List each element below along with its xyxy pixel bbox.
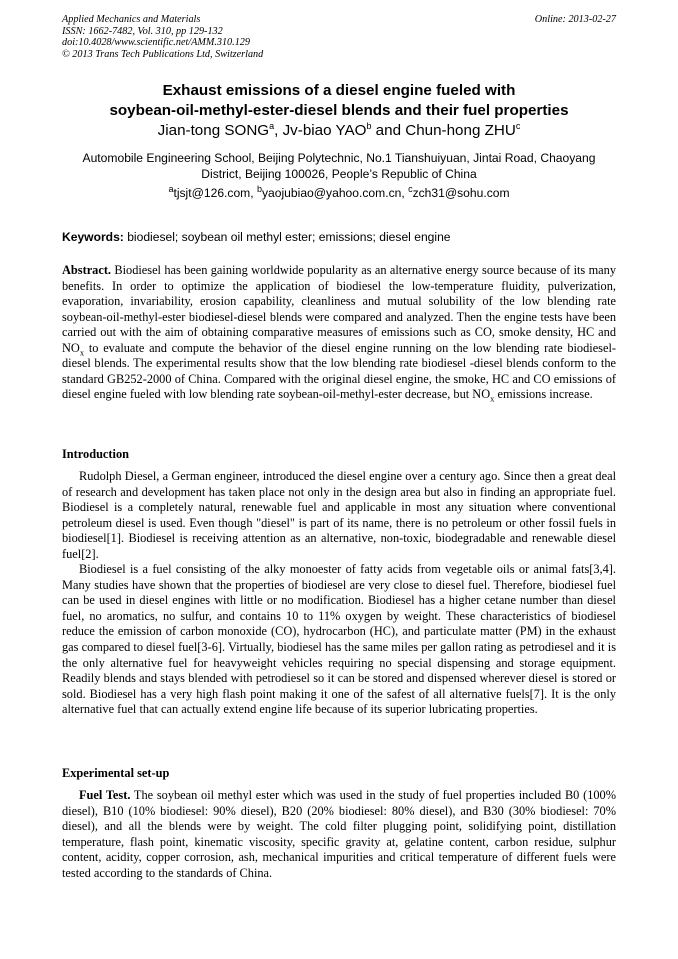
abstract-label: Abstract. bbox=[62, 263, 112, 277]
introduction-body bbox=[62, 469, 616, 718]
author-superscript: b bbox=[366, 120, 372, 131]
author-emails bbox=[40, 185, 638, 201]
email-superscript: b bbox=[256, 183, 262, 194]
abstract-text: Biodiesel has been gaining worldwide popularity as an alternative energy source because of its many benefits. In order to optimize the application of biodiesel the low-temperature fluidity, pulverization, evaporation, invariability, erosion capability, cleanliness and mutual solubility of the low blending rate soybean-oil-methyl-ester biodiesel-diesel blends were compared and analyzed. Then the engine tests have been carried out with the aim of obtaining comparative measures of emissions such as CO, smoke density, HC and NO bbox=[62, 263, 616, 355]
paper-title bbox=[40, 81, 638, 121]
affiliation bbox=[60, 150, 618, 182]
paragraph: The soybean oil methyl ester which was used in the study of fuel properties included B0 (100% diesel), B10 (10% biodiesel: 90% diesel), B20 (20% biodiesel: 80% diesel), and B30 (30% biodiesel: 70% diesel), and all the blends were by weight. The cold filter plugging point, solidifying point, distillation temperature, flash point, kinematic viscosity, specific gravity at, gelatine content, carbon residue, sulphur content, acidity, copper corrosion, ash, mechanical impurities and critical temperature of different fuels were tested according to the standards of China. bbox=[62, 788, 616, 880]
keywords-text: biodiesel; soybean oil methyl ester; emissions; diesel engine bbox=[123, 230, 451, 244]
online-date: Online: 2013-02-27 bbox=[534, 14, 616, 25]
affiliation-line-1: Automobile Engineering School, Beijing Polytechnic, No.1 Tianshuiyuan, Jintai Road, Chaoyang bbox=[82, 151, 596, 165]
keywords-label: Keywords: bbox=[62, 230, 124, 244]
title-line-2: soybean-oil-methyl-ester-diesel blends and their fuel properties bbox=[109, 102, 569, 119]
email-superscript: c bbox=[408, 183, 413, 194]
abstract-text: emissions increase. bbox=[494, 387, 593, 402]
issn: ISSN: 1662-7482, Vol. 310, pp 129-132 bbox=[62, 25, 223, 37]
author-superscript: a bbox=[269, 120, 275, 131]
journal-name: Applied Mechanics and Materials bbox=[62, 14, 201, 25]
experimental-body bbox=[62, 788, 616, 881]
author-name: Jian-tong SONG bbox=[157, 122, 270, 139]
email-address: zch31@sohu.com bbox=[412, 186, 510, 200]
abstract-text: to evaluate and compute the behavior of the diesel engine running on the low blending rate biodiesel-diesel blends. The experimental results show that the low blending rate biodiesel -diesel blends conform to the standard GB252-2000 of China. Compared with the original diesel engine, the smoke, HC and CO emissions of diesel engine fueled with low blending rate soybean-oil-methyl-ester decrease, but NO bbox=[62, 340, 616, 402]
author-separator: and bbox=[371, 122, 406, 139]
email-superscript: a bbox=[168, 183, 174, 194]
author-separator: , bbox=[274, 122, 283, 139]
page-header bbox=[62, 14, 616, 60]
email-address: yaojubiao@yahoo.com.cn, bbox=[262, 186, 409, 200]
copyright: © 2013 Trans Tech Publications Ltd, Switzerland bbox=[62, 48, 264, 60]
paragraph: Rudolph Diesel, a German engineer, introduced the diesel engine over a century ago. Since then a great deal of research and development has taken place not only in the design area but also in finding an appropriate fuel. Biodiesel is a completely natural, renewable fuel and applicable in most any situation where conventional petroleum diesel is used. Even though "diesel" is part of its name, there is no petroleum or other fossil fuels in biodiesel[1]. Biodiesel is receiving attention as an alternative, non-toxic, biodegradable and renewable diesel fuel[2]. bbox=[62, 469, 616, 561]
experimental-heading: Experimental set-up bbox=[62, 766, 170, 780]
introduction-heading: Introduction bbox=[62, 447, 129, 461]
subscript: x bbox=[79, 347, 85, 358]
author-superscript: c bbox=[515, 120, 521, 131]
paragraph: Biodiesel is a fuel consisting of the alky monoester of fatty acids from vegetable oils or animal fats[3,4]. Many studies have shown that the properties of biodiesel are very close to diesel fuel. Therefore, biodiesel fuel can be used in diesel engines with little or no modification. Biodiesel has a higher cetane number than diesel fuel, no aromatics, no sulfur, and contains 10 to 11% oxygen by weight. These characteristics of biodiesel reduce the emission of carbon monoxide (CO), hydrocarbon (HC), and particulate matter (PM) in the exhaust gas compared to diesel fuel[3-6]. Virtually, biodiesel has the same miles per gallon rating as petrodiesel and it is the only alternative fuel for heavyweight vehicles requiring no special dispensing and storage equipment. Readily blends and stays blended with petrodiesel so it can be stored and dispensed wherever diesel is stored or sold. Biodiesel has a very high flash point making it one of the safest of all alternative fuels[7]. It is the only alternative fuel that can actually extend engine life because of its superior lubricating properties. bbox=[62, 562, 616, 717]
authors bbox=[40, 121, 638, 141]
author-name: Jv-biao YAO bbox=[282, 122, 367, 139]
doi: doi:10.4028/www.scientific.net/AMM.310.129 bbox=[62, 37, 250, 48]
abstract bbox=[62, 263, 616, 403]
title-line-1: Exhaust emissions of a diesel engine fueled with bbox=[162, 82, 516, 99]
subscript: x bbox=[490, 393, 495, 404]
email-address: tjsjt@126.com, bbox=[173, 186, 257, 200]
keywords bbox=[62, 229, 616, 245]
author-name: Chun-hong ZHU bbox=[405, 122, 516, 139]
affiliation-line-2: District, Beijing 100026, People’s Republic of China bbox=[201, 167, 477, 181]
fuel-test-label: Fuel Test. bbox=[79, 788, 131, 802]
